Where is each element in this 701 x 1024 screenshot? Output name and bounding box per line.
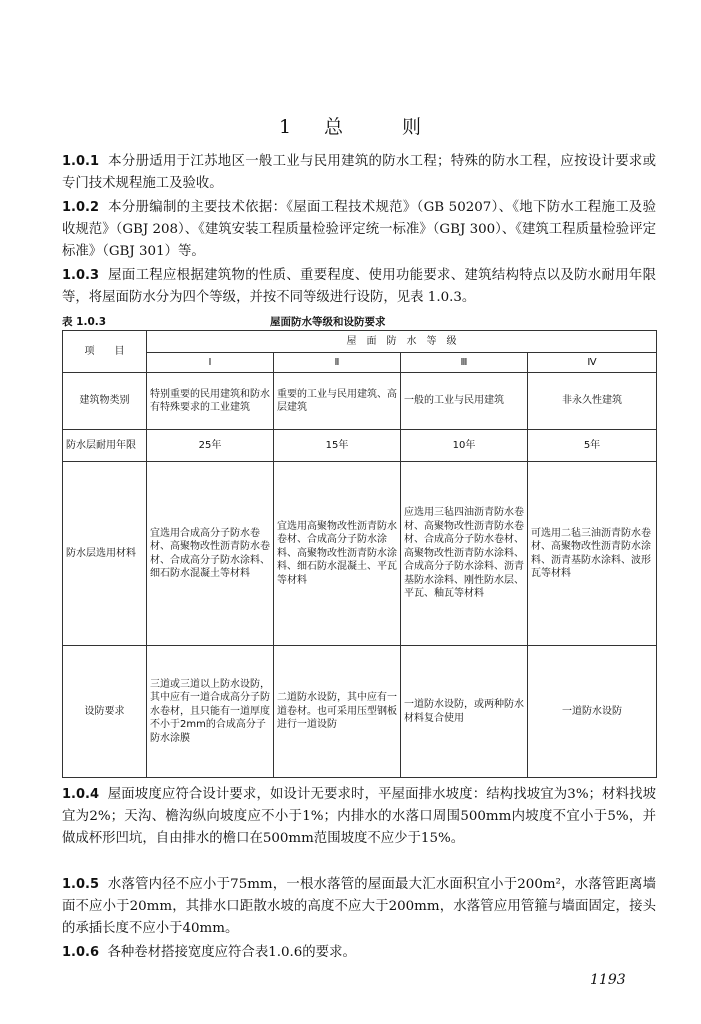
table-cell: 一般的工业与民用建筑 (401, 373, 528, 430)
paragraph-1-0-4 (62, 784, 656, 850)
row-label: 防水层选用材料 (63, 462, 147, 646)
clause-text: 本分册适用于江苏地区一般工业与民用建筑的防水工程；特殊的防水工程，应按设计要求或专门技术规程施工及验收。 (62, 154, 656, 191)
item-header: 项 目 (63, 331, 147, 373)
clause-number: 1.0.6 (62, 945, 100, 960)
paragraph-1-0-6 (62, 942, 656, 964)
table-cell: 宜选用合成高分子防水卷材、高聚物改性沥青防水卷材、合成高分子防水涂料、细石防水混凝土等材料 (147, 462, 274, 646)
level-header: Ⅰ (147, 353, 274, 373)
table-row (63, 646, 657, 778)
table-cell: 特别重要的民用建筑和防水有特殊要求的工业建筑 (147, 373, 274, 430)
clause-number: 1.0.3 (62, 268, 100, 283)
chapter-heading (0, 112, 701, 139)
table-cell: 15年 (274, 430, 401, 462)
level-header: Ⅱ (274, 353, 401, 373)
row-label: 建筑物类别 (63, 373, 147, 430)
table-row (63, 462, 657, 646)
chapter-title-char-1: 总 (324, 116, 345, 138)
table-cell: 非永久性建筑 (528, 373, 657, 430)
chapter-number: 1 (278, 116, 293, 138)
table-row (63, 430, 657, 462)
clause-text: 屋面坡度应符合设计要求，如设计无要求时，平屋面排水坡度：结构找坡宜为3%；材料找坡宜为2%；天沟、檐沟纵向坡度应不小于1%；内排水的水落口周围500mm内坡度不宜小于5%，并做成杯形凹坑，自由排水的檐口在500mm范围坡度不应少于15%。 (62, 787, 656, 846)
table-cell: 一道防水设防 (528, 646, 657, 778)
table-cell: 10年 (401, 430, 528, 462)
waterproofing-grade-table (62, 330, 657, 778)
paragraph-1-0-3 (62, 265, 656, 309)
level-header: Ⅳ (528, 353, 657, 373)
table-cell: 三道或三道以上防水设防，其中应有一道合成高分子防水卷材，且只能有一道厚度不小于2mm的合成高分子防水涂膜 (147, 646, 274, 778)
table-cell: 5年 (528, 430, 657, 462)
clause-number: 1.0.5 (62, 877, 100, 892)
clause-text: 水落管内径不应小于75mm，一根水落管的屋面最大汇水面积宜小于200m²，水落管距离墙面不应小于20mm，其排水口距散水坡的高度不应大于200mm，水落管应用管箍与墙面固定，接头的承插长度不应小于40mm。 (62, 877, 656, 936)
table-label: 表 1.0.3 (62, 316, 107, 328)
table-cell: 应选用三毡四油沥青防水卷材、高聚物改性沥青防水卷材、合成高分子防水卷材、高聚物改性沥青防水涂料、合成高分子防水涂料、沥青基防水涂料、刚性防水层、平瓦、釉瓦等材料 (401, 462, 528, 646)
paragraph-1-0-5 (62, 874, 656, 940)
level-header: Ⅲ (401, 353, 528, 373)
clause-number: 1.0.1 (62, 154, 100, 169)
page-number: 1193 (590, 972, 626, 988)
row-label: 防水层耐用年限 (63, 430, 147, 462)
table-cell: 宜选用高聚物改性沥青防水卷材、合成高分子防水涂料、高聚物改性沥青防水涂料、细石防水混凝土、平瓦等材料 (274, 462, 401, 646)
table-row (63, 373, 657, 430)
chapter-title-char-2: 则 (402, 116, 423, 138)
table-caption: 屋面防水等级和设防要求 (270, 316, 386, 328)
clause-number: 1.0.2 (62, 200, 100, 215)
clause-text: 本分册编制的主要技术依据：《屋面工程技术规范》（GB 50207）、《地下防水工程施工及验收规范》（GBJ 208）、《建筑安装工程质量检验评定统一标准》（GBJ 300）、《建筑工程质量检验评定标准》（GBJ 301）等。 (62, 200, 656, 259)
clause-text: 屋面工程应根据建筑物的性质、重要程度、使用功能要求、建筑结构特点以及防水耐用年限等，将屋面防水分为四个等级，并按不同等级进行设防，见表 1.0.3。 (62, 268, 656, 305)
clause-number: 1.0.4 (62, 787, 100, 802)
table-cell: 一道防水设防，或两种防水材料复合使用 (401, 646, 528, 778)
grade-group-header: 屋 面 防 水 等 级 (147, 331, 657, 353)
clause-text: 各种卷材搭接宽度应符合表1.0.6的要求。 (107, 945, 356, 960)
table-cell: 可选用二毡三油沥青防水卷材、高聚物改性沥青防水涂料、沥青基防水涂料、波形瓦等材料 (528, 462, 657, 646)
table-cell: 二道防水设防，其中应有一道卷材。也可采用压型钢板进行一道设防 (274, 646, 401, 778)
paragraph-1-0-1 (62, 151, 656, 195)
row-label: 设防要求 (63, 646, 147, 778)
table-cell: 25年 (147, 430, 274, 462)
paragraph-1-0-2 (62, 197, 656, 263)
table-cell: 重要的工业与民用建筑、高层建筑 (274, 373, 401, 430)
